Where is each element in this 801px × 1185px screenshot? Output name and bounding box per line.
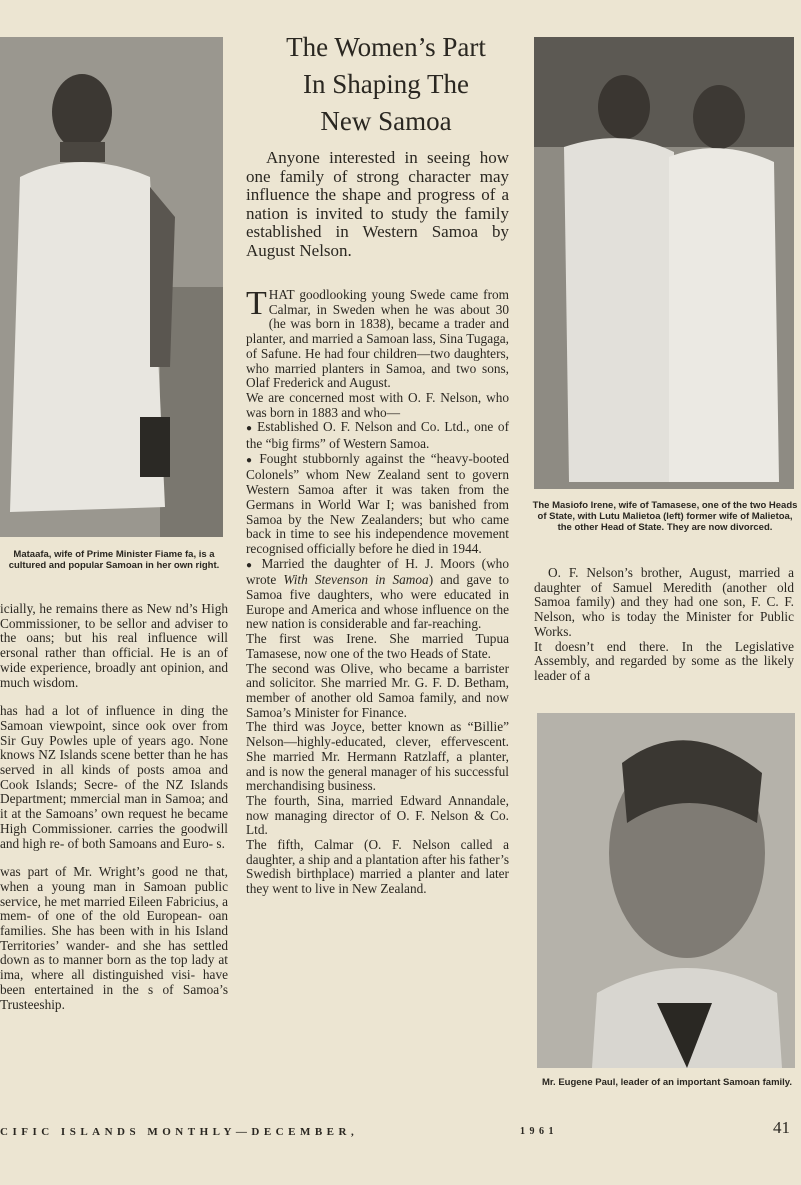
article-title-line-2: In Shaping The: [303, 69, 469, 99]
caption-mataafa: Mataafa, wife of Prime Minister Fiame fa, is a cultured and popular Samoan in her own right.: [8, 549, 220, 571]
photo-eugene-paul: [537, 713, 795, 1068]
paragraph-sina: The fourth, Sina, married Edward Annandale, now managing director of O. F. Nelson & Co. Ltd.: [246, 792, 509, 838]
paragraph-irene: The first was Irene. She married Tupua Tamasese, now one of the two Heads of State.: [246, 631, 509, 661]
article-paragraph-2: We are concerned most with O. F. Nelson, who was born in 1883 and who—: [246, 389, 509, 420]
left-column-text: [0, 602, 228, 1012]
left-paragraph-3: was part of Mr. Wright’s good ne that, when a young man in Samoan public service, he met married Eileen Fabricius, a mem- of one of the old European- oan families. She has been with in his Island Territories’ wander- and she has settled down as to manner born as the top lady at ima, where all distinguished visi- have been entertained in the s of Samoa’s Trusteeship.: [0, 864, 228, 1012]
article-intro: Anyone interested in seeing how one family of strong character may influence the shape and progress of a nation is invited to study the family established in Western Samoa by August Nelson.: [246, 148, 509, 260]
bullet-item-3: ● Married the daughter of H. J. Moors (who wrote With Stevenson in Samoa) and gave to Samoa five daughters, who were educated in Europe and America and whose influence on the new nation is considerable and far-reaching.: [246, 557, 509, 633]
photo-mataafa: [0, 37, 223, 537]
page-number: 41: [773, 1118, 790, 1137]
paragraph-joyce: The third was Joyce, better known as “Billie” Nelson—highly-educated, clever, effervescent. She married Mr. Hermann Ratzlaff, a planter, and is now the general manager of his successful merchandising business.: [246, 719, 509, 794]
right-paragraph-2: It doesn’t end there. In the Legislative Assembly, and regarded by some as the likely leader of a: [534, 638, 794, 683]
article-header: [246, 29, 526, 140]
right-paragraph-1: O. F. Nelson’s brother, August, married a daughter of Samuel Meredith (another old Samoa family) and they had one son, F. C. F. Nelson, who is today the Minister for Public Works.: [534, 565, 794, 639]
masiofo-photo-illustration: [534, 37, 794, 489]
paragraph-calmar: The fifth, Calmar (O. F. Nelson called a daughter, a ship and a plantation after his father’s Swedish birthplace) married a planter and later they went to live in New Zealand.: [246, 837, 509, 897]
caption-masiofo-irene: The Masiofo Irene, wife of Tamasese, one of the two Heads of State, with Lutu Malietoa (left) former wife of Malietoa, the other Head of State. They are now divorced.: [532, 500, 798, 533]
drop-cap: T: [246, 285, 267, 322]
left-paragraph-1: icially, he remains there as New nd’s High Commissioner, to be sellor and adviser to the oans; but his real influence will ersonal rather than official. He is an of wide experience, broadly ant opinion, and much wisdom.: [0, 601, 228, 690]
article-paragraph-1: THAT goodlooking young Swede came from Calmar, in Sweden when he was about 30 (he was born in 1838), became a trader and planter, and married a Samoan lass, Sina Tugaga, of Safune. He had four children—two daughters, who married planters in Samoa, and two sons, Olaf Frederick and August.: [246, 285, 509, 391]
footer-year: 1961: [520, 1126, 558, 1137]
mataafa-photo-illustration: [0, 37, 223, 537]
footer-magazine-name: CIFIC ISLANDS MONTHLY—DECEMBER,: [0, 1126, 359, 1138]
center-column-text: [246, 285, 510, 897]
eugene-paul-photo-illustration: [537, 713, 795, 1068]
paragraph-olive: The second was Olive, who became a barrister and solicitor. She married Mr. G. F. D. Betham, member of another old Samoa family, and now Samoa’s Minister for Finance.: [246, 660, 509, 720]
right-column-text: [534, 566, 794, 684]
bullet-item-2: ● Fought stubbornly against the “heavy-booted Colonels” whom New Zealand sent to govern Western Samoa after it was taken from the Germans in World War I; was banished from Samoa by the New Zealanders; but who came back in time to see his independence movement recognised officially before he died in 1944.: [246, 452, 509, 557]
article-title-line-1: The Women’s Part: [286, 32, 486, 62]
left-paragraph-2: has had a lot of influence in ding the Samoan viewpoint, since ook over from Sir Guy Powles uple of years ago. None knows NZ Islands scene better than he has served in all kinds of posts amoa and Cook Islands; Secre- of the NZ Islands Department; mmercial man in Samoa; and it at the Samoans’ own request he became High Commissioner. carries the goodwill and high re- of both Samoans and Euro- s.: [0, 703, 228, 851]
photo-masiofo-irene: [534, 37, 794, 489]
caption-eugene-paul: Mr. Eugene Paul, leader of an important Samoan family.: [541, 1077, 793, 1088]
bullet-item-1: ● Established O. F. Nelson and Co. Ltd., one of the “big firms” of Western Samoa.: [246, 420, 509, 451]
article-title-line-3: New Samoa: [320, 106, 452, 136]
